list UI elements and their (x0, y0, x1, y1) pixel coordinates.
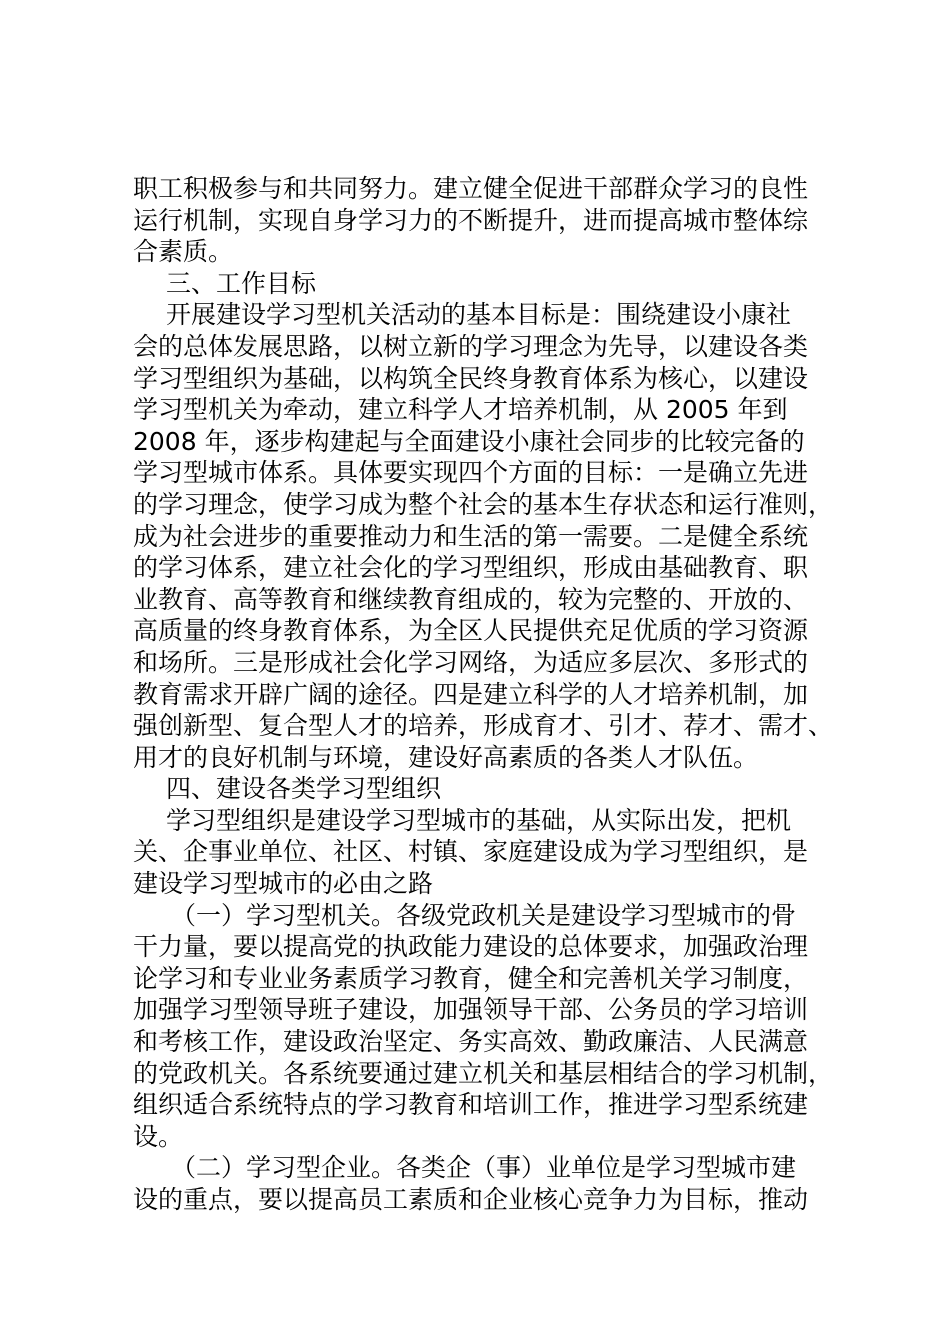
text-line: 加强学习型领导班子建设，加强领导干部、公务员的学习培训 (133, 995, 809, 1025)
text-line: 学习型城市体系。具体要实现四个方面的目标：一是确立先进 (133, 458, 809, 488)
text-line: 业教育、高等教育和继续教育组成的，较为完整的、开放的、 (133, 584, 809, 614)
text-line: 学习型机关为牵动，建立科学人才培养机制，从 2005 年到 (133, 395, 788, 425)
text-line: 关、企事业单位、社区、村镇、家庭建设成为学习型组织，是 (133, 837, 809, 867)
subsection-heading-1: （一）学习型机关。各级党政机关是建设学习型城市的骨 (171, 900, 797, 930)
text-line: 高质量的终身教育体系，为全区人民提供充足优质的学习资源 (133, 616, 809, 646)
text-line: 合素质。 (133, 237, 234, 267)
text-line: 用才的良好机制与环境，建设好高素质的各类人才队伍。 (133, 742, 759, 772)
text-line: 的学习理念，使学习成为整个社会的基本生存状态和运行准则， (133, 489, 834, 519)
text-line: 的学习体系，建立社会化的学习型组织，形成由基础教育、职 (133, 553, 809, 583)
text-line: 设的重点，要以提高员工素质和企业核心竞争力为目标，推动 (133, 1185, 809, 1214)
text-line: 职工积极参与和共同努力。建立健全促进干部群众学习的良性 (133, 174, 809, 203)
text-line: 运行机制，实现自身学习力的不断提升，进而提高城市整体综 (133, 205, 809, 235)
section-heading-4: 四、建设各类学习型组织 (166, 774, 442, 804)
text-line: 会的总体发展思路，以树立新的学习理念为先导，以建设各类 (133, 331, 809, 361)
subsection-heading-2: （二）学习型企业。各类企（事）业单位是学习型城市建 (171, 1153, 797, 1183)
text-line: 2008 年，逐步构建起与全面建设小康社会同步的比较完备的 (133, 426, 805, 456)
text-line: 组织适合系统特点的学习教育和培训工作，推进学习型系统建 (133, 1090, 809, 1120)
text-line: 教育需求开辟广阔的途径。四是建立科学的人才培养机制，加 (133, 679, 809, 709)
text-line: 建设学习型城市的必由之路 (133, 869, 434, 899)
text-line: 的党政机关。各系统要通过建立机关和基层相结合的学习机制， (133, 1058, 834, 1088)
paragraph-start: 学习型组织是建设学习型城市的基础，从实际出发，把机 (166, 805, 792, 835)
text-line: 成为社会进步的重要推动力和生活的第一需要。二是健全系统 (133, 521, 809, 551)
text-line: 学习型组织为基础，以构筑全民终身教育体系为核心，以建设 (133, 363, 809, 393)
text-line: 强创新型、复合型人才的培养，形成育才、引才、荐才、需才、 (133, 711, 834, 741)
text-line: 和考核工作，建设政治坚定、务实高效、勤政廉洁、人民满意 (133, 1027, 809, 1057)
paragraph-start: 开展建设学习型机关活动的基本目标是：围绕建设小康社 (166, 300, 792, 330)
section-heading-3: 三、工作目标 (166, 268, 317, 298)
text-line: 论学习和专业业务素质学习教育，健全和完善机关学习制度， (133, 963, 809, 993)
text-line: 和场所。三是形成社会化学习网络，为适应多层次、多形式的 (133, 647, 809, 677)
document-body (133, 173, 833, 1216)
text-line: 设。 (133, 1121, 184, 1151)
text-line: 干力量，要以提高党的执政能力建设的总体要求，加强政治理 (133, 932, 809, 962)
